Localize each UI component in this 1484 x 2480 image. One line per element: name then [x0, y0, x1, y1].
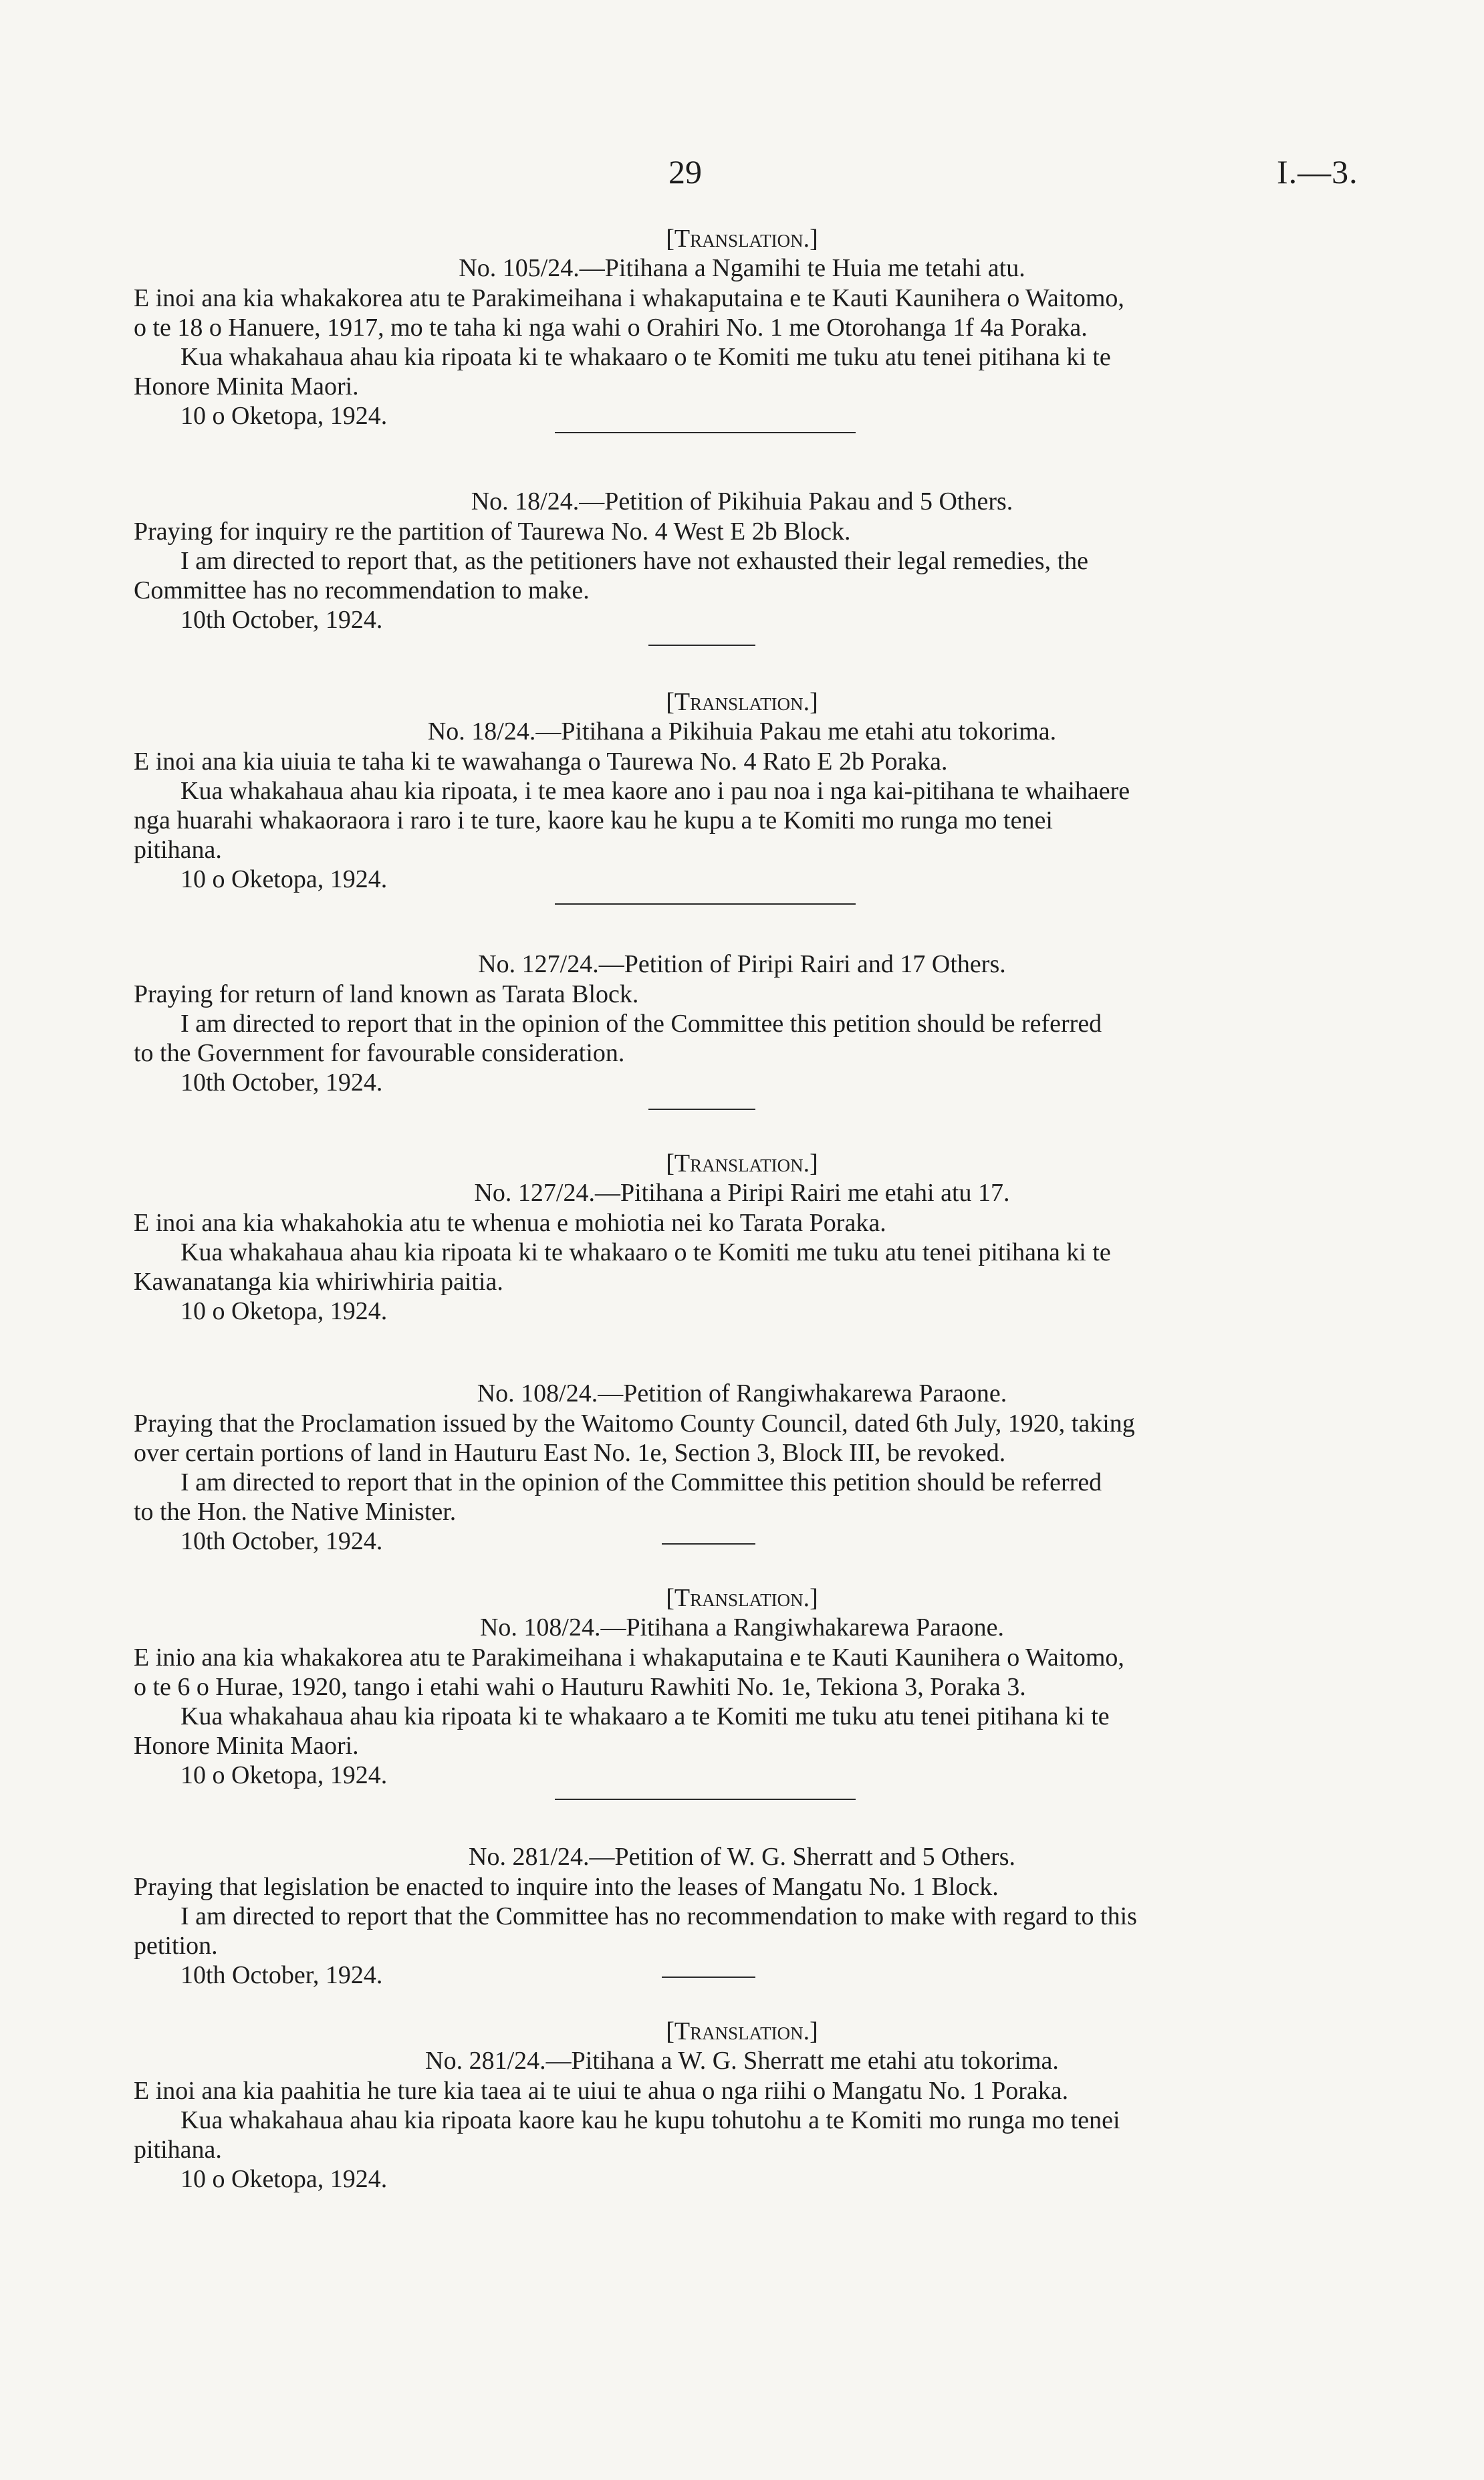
text-line: Praying that legislation be enacted to inquire into the leases of Mangatu No. 1 Block. — [134, 1873, 999, 1901]
text-line: Kua whakahaua ahau kia ripoata ki te whakaaro o te Komiti me tuku atu tenei pitihana ki te — [180, 1238, 1111, 1266]
text-line: o te 6 o Hurae, 1920, tango i etahi wahi o Hauturu Rawhiti No. 1e, Tekiona 3, Poraka 3. — [134, 1673, 1026, 1701]
section-divider — [648, 645, 755, 646]
text-line: pitihana. — [134, 2136, 222, 2164]
section-divider — [662, 1977, 755, 1978]
text-line: I am directed to report that, as the petitioners have not exhausted their legal remedies, the — [180, 547, 1088, 575]
date-line: 10th October, 1924. — [180, 1068, 383, 1097]
page-number: 29 — [668, 153, 702, 191]
date-line: 10 o Oketopa, 1924. — [180, 865, 388, 893]
date-line: 10 o Oketopa, 1924. — [180, 1297, 388, 1325]
text-line: I am directed to report that the Committee has no recommendation to make with regard to this — [180, 1902, 1137, 1930]
translation-label: [Translation.] — [666, 1584, 818, 1612]
text-line: I am directed to report that in the opinion of the Committee this petition should be referred — [180, 1468, 1102, 1496]
text-line: to the Government for favourable consideration. — [134, 1039, 625, 1067]
date-line: 10 o Oketopa, 1924. — [180, 2165, 388, 2193]
text-line: to the Hon. the Native Minister. — [134, 1498, 457, 1526]
section-divider — [555, 432, 856, 433]
date-line: 10th October, 1924. — [180, 1961, 383, 1989]
date-line: 10 o Oketopa, 1924. — [180, 402, 388, 430]
section-divider — [662, 1543, 755, 1545]
text-line: over certain portions of land in Hauturu East No. 1e, Section 3, Block III, be revoked. — [134, 1439, 1006, 1467]
text-line: Kua whakahaua ahau kia ripoata, i te mea kaore ano i pau noa i nga kai-pitihana te whaihaere — [180, 777, 1130, 805]
translation-label: [Translation.] — [666, 1149, 818, 1177]
text-line: Honore Minita Maori. — [134, 372, 359, 401]
text-line: petition. — [134, 1932, 218, 1960]
text-line: Committee has no recommendation to make. — [134, 576, 590, 604]
text-line: E inoi ana kia paahitia he ture kia taea ai te uiui te ahua o nga riihi o Mangatu No. 1 Poraka. — [134, 2077, 1069, 2105]
text-line: o te 18 o Hanuere, 1917, mo te taha ki nga wahi o Orahiri No. 1 me Otorohanga 1f 4a Poraka. — [134, 314, 1088, 342]
section-divider — [648, 1109, 755, 1110]
text-line: Honore Minita Maori. — [134, 1732, 359, 1760]
petition-title: No. 18/24.—Petition of Pikihuia Pakau and 5 Others. — [471, 487, 1013, 516]
petition-title: No. 281/24.—Pitihana a W. G. Sherratt me etahi atu tokorima. — [425, 2047, 1059, 2075]
text-line: Kua whakahaua ahau kia ripoata ki te whakaaro o te Komiti me tuku atu tenei pitihana ki te — [180, 343, 1111, 371]
text-line: Praying for inquiry re the partition of Taurewa No. 4 West E 2b Block. — [134, 518, 851, 546]
text-line: Kua whakahaua ahau kia ripoata ki te whakaaro a te Komiti me tuku atu tenei pitihana ki te — [180, 1702, 1110, 1730]
translation-label: [Translation.] — [666, 688, 818, 716]
text-line: E inoi ana kia whakahokia atu te whenua e mohiotia nei ko Tarata Poraka. — [134, 1209, 886, 1237]
petition-title: No. 127/24.—Pitihana a Piripi Rairi me etahi atu 17. — [474, 1179, 1010, 1207]
petition-title: No. 105/24.—Pitihana a Ngamihi te Huia me tetahi atu. — [459, 254, 1025, 282]
date-line: 10th October, 1924. — [180, 1527, 383, 1555]
petition-title: No. 108/24.—Petition of Rangiwhakarewa Paraone. — [477, 1379, 1007, 1407]
text-line: Kawanatanga kia whiriwhiria paitia. — [134, 1268, 503, 1296]
petition-title: No. 18/24.—Pitihana a Pikihuia Pakau me etahi atu tokorima. — [427, 717, 1057, 746]
petition-title: No. 127/24.—Petition of Piripi Rairi and 17 Others. — [478, 950, 1006, 978]
translation-label: [Translation.] — [666, 2017, 818, 2045]
text-line: I am directed to report that in the opinion of the Committee this petition should be referred — [180, 1010, 1102, 1038]
text-line: E inoi ana kia whakakorea atu te Parakimeihana i whakaputaina e te Kauti Kaunihera o Waitomo, — [134, 284, 1124, 312]
translation-label: [Translation.] — [666, 225, 818, 253]
text-line: Praying that the Proclamation issued by the Waitomo County Council, dated 6th July, 1920, taking — [134, 1410, 1135, 1438]
document-reference: I.—3. — [1277, 153, 1358, 191]
text-line: nga huarahi whakaoraora i raro i te ture, kaore kau he kupu a te Komiti mo runga mo tenei — [134, 806, 1053, 834]
petition-title: No. 108/24.—Pitihana a Rangiwhakarewa Paraone. — [479, 1613, 1005, 1642]
section-divider — [555, 1799, 856, 1800]
section-divider — [555, 903, 856, 905]
date-line: 10th October, 1924. — [180, 606, 383, 634]
text-line: E inio ana kia whakakorea atu te Parakimeihana i whakaputaina e te Kauti Kaunihera o Waitomo, — [134, 1644, 1124, 1672]
text-line: pitihana. — [134, 836, 222, 864]
petition-title: No. 281/24.—Petition of W. G. Sherratt and 5 Others. — [469, 1843, 1015, 1871]
date-line: 10 o Oketopa, 1924. — [180, 1761, 388, 1789]
text-line: Kua whakahaua ahau kia ripoata kaore kau he kupu tohutohu a te Komiti mo runga mo tenei — [180, 2106, 1120, 2134]
text-line: E inoi ana kia uiuia te taha ki te wawahanga o Taurewa No. 4 Rato E 2b Poraka. — [134, 748, 948, 776]
text-line: Praying for return of land known as Tarata Block. — [134, 980, 639, 1008]
